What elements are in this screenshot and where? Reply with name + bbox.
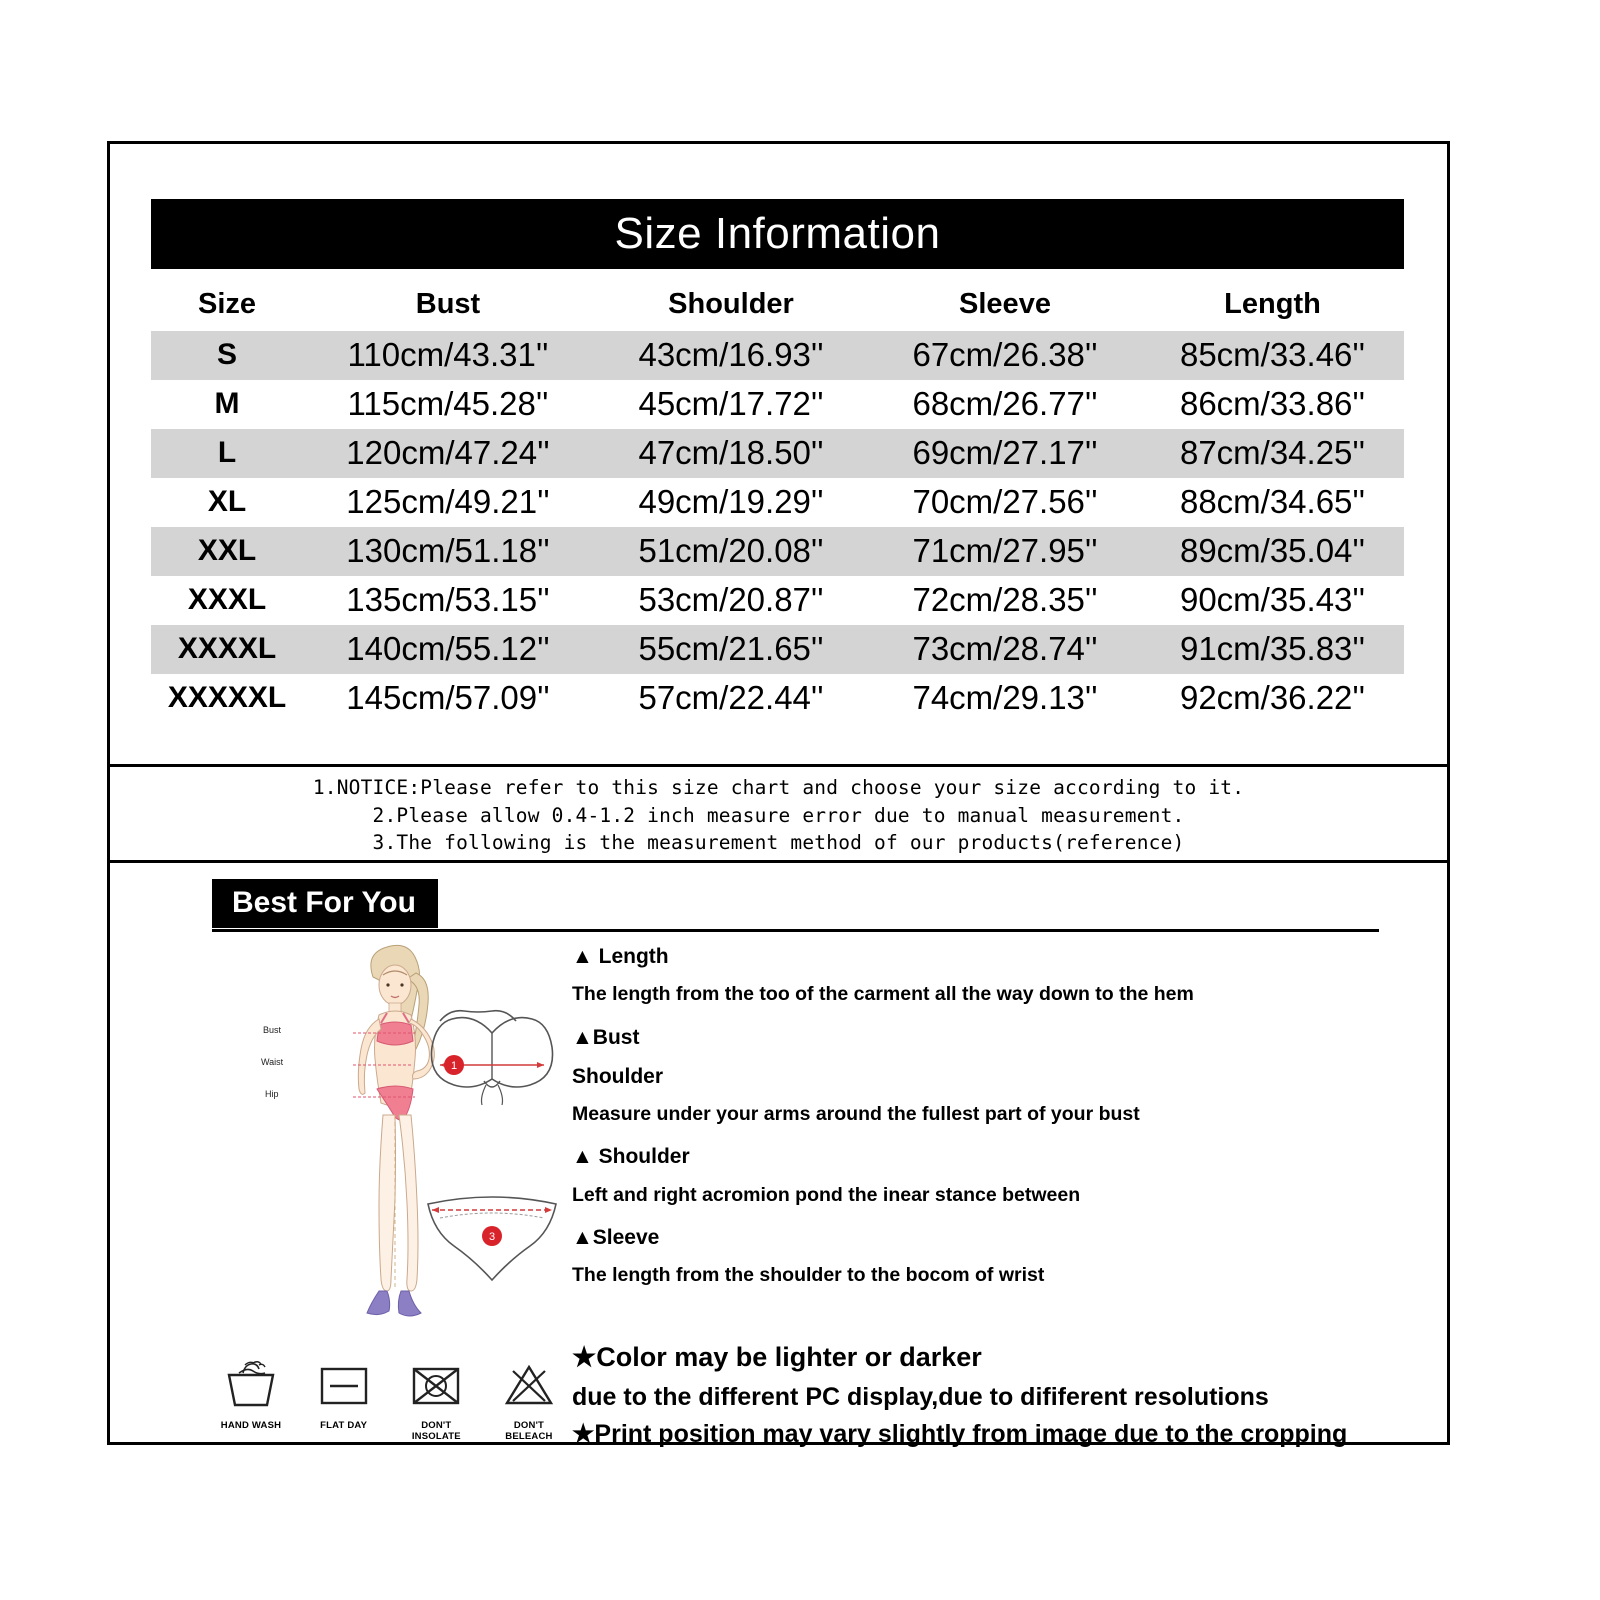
bra-diagram-icon [410, 999, 575, 1119]
table-header-row [151, 279, 1404, 331]
care-label: HAND WASH [220, 1420, 282, 1431]
disclaimer-block [572, 1324, 1472, 1457]
cell-size: M [214, 387, 240, 420]
cell-length: 85cm/33.46'' [1141, 331, 1404, 380]
cell-size: XL [207, 485, 247, 518]
table-row [151, 576, 1404, 625]
size-chart-card [107, 141, 1450, 1448]
cell-bust: 120cm/47.24'' [303, 429, 593, 478]
cell-bust: 115cm/45.28'' [347, 385, 549, 422]
table-row [151, 527, 1404, 576]
table-row [151, 625, 1404, 674]
notice-line-2: 2.Please allow 0.4-1.2 inch measure error due to manual measurement. [372, 803, 1185, 827]
cell-sleeve: 71cm/27.95'' [869, 527, 1141, 576]
measurement-illustration [205, 939, 575, 1359]
cell-sleeve: 67cm/26.38'' [869, 331, 1141, 380]
cell-bust: 140cm/55.12'' [303, 625, 593, 674]
care-label: DON'T INSOLATE [411, 1420, 461, 1442]
cell-size: L [151, 429, 303, 478]
notice-line-1: 1.NOTICE:Please refer to this size chart and choose your size according to it. [312, 776, 1245, 799]
column-header-length: Length [1141, 279, 1404, 331]
cell-length: 86cm/33.86'' [1179, 385, 1366, 422]
label-hip: Hip [265, 1089, 279, 1099]
care-label: FLAT DAY [320, 1420, 368, 1431]
cell-shoulder: 43cm/16.93'' [593, 331, 869, 380]
care-item-hand-wash [211, 1359, 291, 1449]
cell-length: 91cm/35.83'' [1141, 625, 1404, 674]
table-row [151, 674, 1404, 723]
dont-bleach-icon [499, 1359, 559, 1411]
disclaimer-display: due to the different PC display,due to dififerent resolutions [572, 1383, 1269, 1412]
label-waist: Waist [261, 1057, 284, 1067]
entry-body-bust: Measure under your arms around the fullest part of your bust [572, 1102, 1140, 1125]
label-bust: Bust [263, 1025, 282, 1035]
care-item-dont-bleach [489, 1359, 569, 1449]
cell-sleeve: 73cm/28.74'' [869, 625, 1141, 674]
care-instructions-row [205, 1359, 575, 1449]
entry-body-length: The length from the too of the carment all the way down to the hem [572, 983, 1194, 1006]
disclaimer-print: ★Print position may vary slightly from image due to the cropping [572, 1419, 1348, 1448]
care-item-dont-insolate [396, 1359, 476, 1449]
notice-block [110, 774, 1447, 857]
cell-shoulder: 57cm/22.44'' [638, 679, 824, 716]
entry-heading-bust: ▲Bust [572, 1025, 640, 1049]
entry-heading-shoulder: ▲ Shoulder [572, 1145, 690, 1169]
care-item-flat-dry [304, 1359, 384, 1449]
entry-heading-shoulder-plain: Shoulder [572, 1064, 664, 1088]
cell-length: 88cm/34.65'' [1179, 483, 1366, 520]
cell-bust: 125cm/49.21'' [346, 483, 550, 520]
entry-heading-length: ▲ Length [572, 945, 669, 968]
notice-line-3: 3.The following is the measurement method of our products(reference) [372, 831, 1185, 855]
cell-shoulder: 51cm/20.08'' [593, 527, 869, 576]
cell-bust: 130cm/51.18'' [303, 527, 593, 576]
cell-bust: 110cm/43.31'' [303, 331, 593, 380]
cell-sleeve: 70cm/27.56'' [912, 483, 1098, 520]
cell-shoulder: 47cm/18.50'' [593, 429, 869, 478]
svg-text:1: 1 [450, 1060, 458, 1072]
measurement-text-column [572, 944, 1392, 1306]
column-header-shoulder: Shoulder [593, 279, 869, 331]
cell-shoulder: 49cm/19.29'' [638, 483, 824, 520]
divider [110, 860, 1447, 863]
cell-sleeve: 68cm/26.77'' [912, 385, 1098, 422]
table-row [151, 429, 1404, 478]
cell-bust: 135cm/53.15'' [346, 581, 550, 618]
cell-size: S [151, 331, 303, 380]
cell-sleeve: 74cm/29.13'' [912, 679, 1098, 716]
entry-heading-sleeve: ▲Sleeve [572, 1225, 660, 1249]
care-label: DON'T BELEACH [505, 1420, 553, 1442]
cell-length: 87cm/34.25'' [1141, 429, 1404, 478]
column-header-size: Size [151, 279, 303, 331]
cell-shoulder: 53cm/20.87'' [638, 581, 824, 618]
cell-bust: 145cm/57.09'' [346, 679, 550, 716]
cell-size: XXXXXL [167, 681, 287, 714]
entry-body-shoulder: Left and right acromion pond the inear stance between [572, 1183, 1081, 1206]
best-for-you-badge: Best For You [212, 879, 438, 928]
svg-text:3: 3 [488, 1231, 496, 1243]
size-table [151, 279, 1404, 723]
divider [110, 764, 1447, 767]
table-row [151, 478, 1404, 527]
cell-size: XXXXL [151, 625, 303, 674]
size-information-title: Size Information [614, 209, 941, 258]
size-information-banner [151, 199, 1404, 269]
cell-shoulder: 55cm/21.65'' [593, 625, 869, 674]
disclaimer-color: ★Color may be lighter or darker [572, 1342, 982, 1372]
entry-body-sleeve: The length from the shoulder to the bocom of wrist [572, 1264, 1045, 1287]
cell-length: 89cm/35.04'' [1141, 527, 1404, 576]
dont-insolate-icon [406, 1359, 466, 1411]
best-for-you-rule [212, 929, 1379, 932]
cell-size: XXL [151, 527, 303, 576]
column-header-sleeve: Sleeve [869, 279, 1141, 331]
panty-diagram-icon [410, 1184, 575, 1294]
flat-dry-icon [314, 1359, 374, 1411]
column-header-bust: Bust [303, 279, 593, 331]
table-row [151, 331, 1404, 380]
cell-size: XXXL [187, 583, 267, 616]
cell-sleeve: 69cm/27.17'' [869, 429, 1141, 478]
hand-wash-icon [221, 1359, 281, 1411]
table-row [151, 380, 1404, 429]
cell-length: 90cm/35.43'' [1179, 581, 1366, 618]
cell-sleeve: 72cm/28.35'' [912, 581, 1098, 618]
cell-shoulder: 45cm/17.72'' [638, 385, 824, 422]
cell-length: 92cm/36.22'' [1179, 679, 1366, 716]
